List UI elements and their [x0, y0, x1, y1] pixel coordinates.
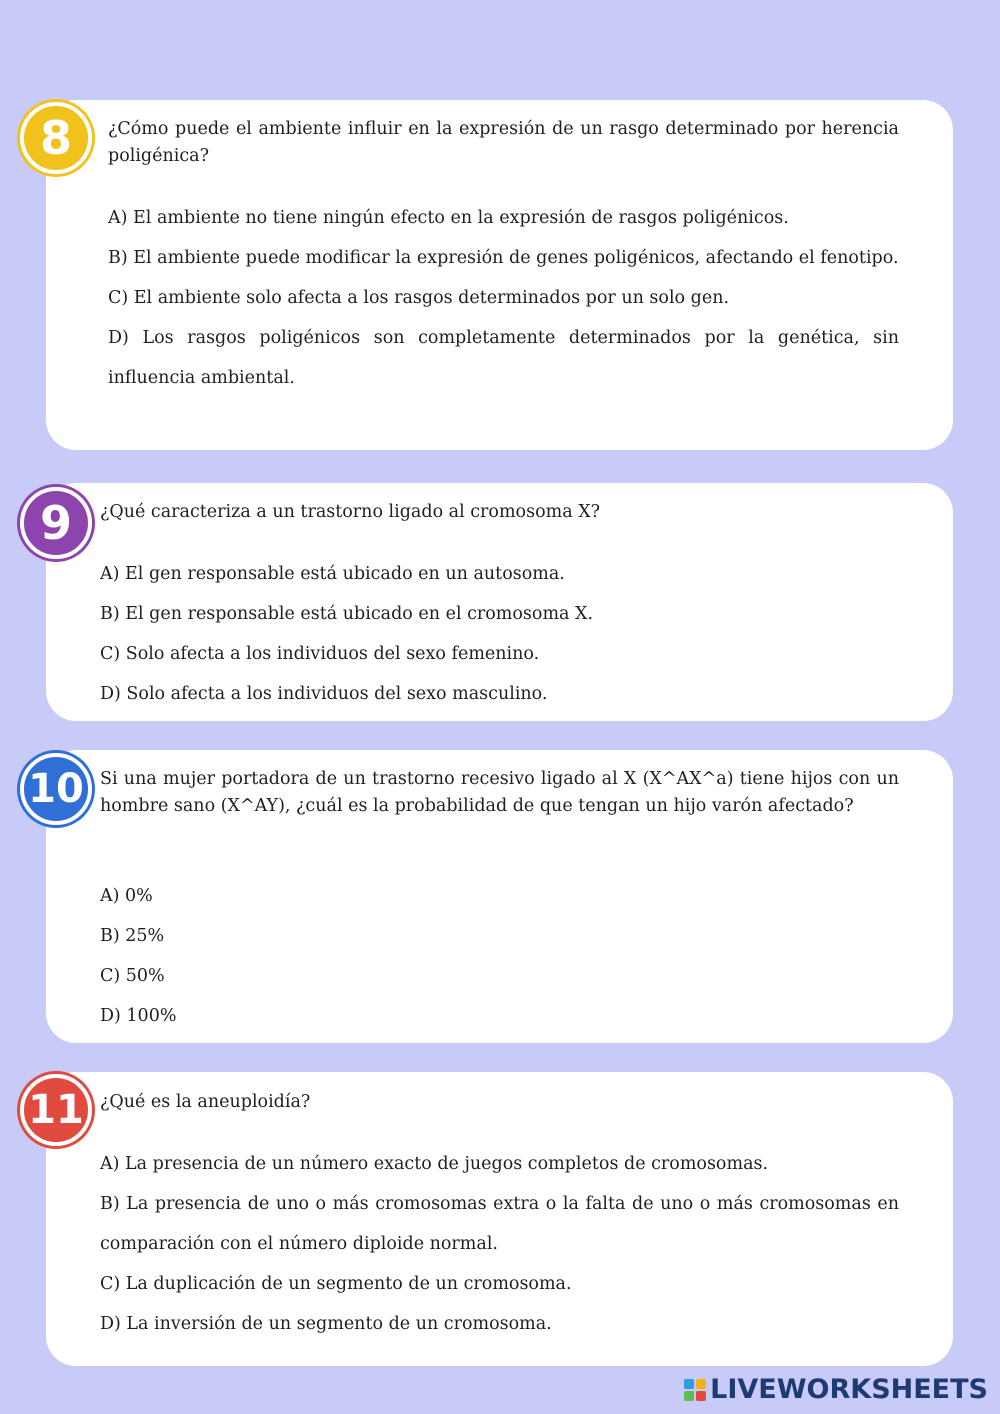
question-text: Si una mujer portadora de un trastorno recesivo ligado al X (X^AX^a) tiene hijos con un hombre sano (X^AY), ¿cuál es la probabilidad de que tengan un hijo varón afectado? [100, 769, 899, 816]
question-card-11 [28, 1072, 953, 1366]
answer-option-a[interactable]: A) El gen responsable está ubicado en un autosoma. [100, 564, 565, 584]
question-number-badge: 8 [20, 102, 92, 174]
question-number-badge: 11 [20, 1074, 92, 1146]
answer-option-d[interactable]: D) Solo afecta a los individuos del sexo masculino. [100, 684, 548, 704]
answer-option-c[interactable]: C) Solo afecta a los individuos del sexo femenino. [100, 644, 540, 664]
answer-option-b[interactable]: B) El gen responsable está ubicado en el cromosoma X. [100, 604, 594, 624]
answer-option-c[interactable]: C) El ambiente solo afecta a los rasgos determinados por un solo gen. [108, 288, 730, 308]
answer-option-b[interactable]: B) La presencia de uno o más cromosomas extra o la falta de uno o más cromosomas en comparación con el número diploide normal. [100, 1194, 899, 1254]
answer-options [108, 198, 899, 398]
question-text: ¿Qué caracteriza a un trastorno ligado al cromosoma X? [100, 502, 601, 522]
answer-option-b[interactable]: B) El ambiente puede modificar la expresión de genes poligénicos, afectando el fenotipo. [108, 248, 899, 268]
question-text: ¿Cómo puede el ambiente influir en la expresión de un rasgo determinado por herencia poligénica? [108, 119, 899, 166]
answer-options [100, 554, 899, 714]
answer-option-a[interactable]: A) 0% [100, 886, 153, 906]
answer-option-a[interactable]: A) La presencia de un número exacto de juegos completos de cromosomas. [100, 1154, 769, 1174]
answer-option-a[interactable]: A) El ambiente no tiene ningún efecto en la expresión de rasgos poligénicos. [108, 208, 789, 228]
question-number-badge: 9 [20, 487, 92, 559]
question-card-9 [39, 483, 953, 721]
answer-option-c[interactable]: C) 50% [100, 966, 165, 986]
answer-option-d[interactable]: D) Los rasgos poligénicos son completamente determinados por la genética, sin influencia ambiental. [108, 328, 899, 388]
answer-options [100, 876, 899, 1036]
answer-option-b[interactable]: B) 25% [100, 926, 165, 946]
answer-option-c[interactable]: C) La duplicación de un segmento de un cromosoma. [100, 1274, 572, 1294]
liveworksheets-logo[interactable] [684, 1374, 988, 1405]
question-number-badge: 10 [20, 753, 92, 825]
logo-blocks-icon [684, 1379, 706, 1401]
question-text: ¿Qué es la aneuploidía? [100, 1092, 311, 1112]
brand-name: LIVEWORKSHEETS [710, 1374, 988, 1405]
question-card-10 [28, 750, 953, 1043]
question-card-8 [39, 100, 953, 450]
answer-option-d[interactable]: D) La inversión de un segmento de un cromosoma. [100, 1314, 552, 1334]
answer-option-d[interactable]: D) 100% [100, 1006, 177, 1026]
answer-options [100, 1144, 899, 1344]
